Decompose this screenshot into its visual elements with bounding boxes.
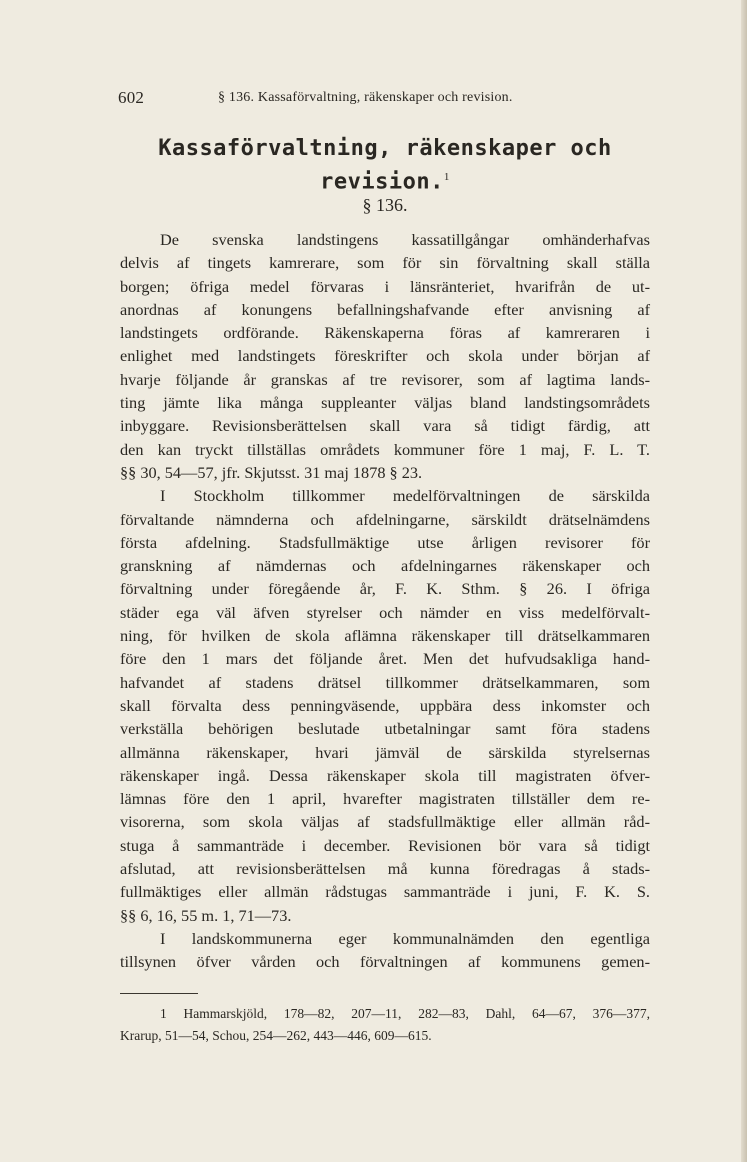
body-line: hvarje följande år granskas af tre revisorer, som af lagtima lands- xyxy=(120,369,650,389)
running-title: § 136. Kassaförvaltning, räkenskaper och revision. xyxy=(218,90,513,105)
chapter-heading-line-1: Kassaförvaltning, räkenskaper och xyxy=(158,136,612,161)
footnote-rule xyxy=(120,993,198,994)
body-line: förvaltande nämnderna och afdelningarne, särskildt drätselnämdens xyxy=(120,509,650,529)
body-line: visorerna, som skola väljas af stadsfullmäktige eller allmän råd- xyxy=(120,812,650,832)
body-line: förvaltning under föregående år, F. K. Sthm. § 26. I öfriga xyxy=(120,579,650,599)
body-line: §§ 30, 54—57, jfr. Skjutsst. 31 maj 1878 § 23. xyxy=(120,462,423,482)
body-line: delvis af tingets kamrerare, som för sin förvaltning skall ställa xyxy=(120,253,650,273)
body-line: granskning af nämdernas och afdelningarnes räkenskaper och xyxy=(120,556,650,576)
chapter-heading-line-2 xyxy=(120,163,650,196)
body-line: enlighet med landstingets föreskrifter och skola under början af xyxy=(120,346,650,366)
body-line: §§ 6, 16, 55 m. 1, 71—73. xyxy=(120,905,292,925)
footnote-line: 1 Hammarskjöld, 178—82, 207—11, 282—83, Dahl, 64—67, 376—377, xyxy=(160,1006,650,1021)
page-edge xyxy=(741,0,747,1162)
body-line: inbyggare. Revisionsberättelsen skall vara så tidigt färdig, att xyxy=(120,416,650,436)
body-line: ning, för hvilken de skola aflämna räkenskaper till drätselkammaren xyxy=(120,626,650,646)
body-line: landstingets ordförande. Räkenskaperna föras af kamreraren i xyxy=(120,323,650,343)
body-text xyxy=(120,228,650,974)
chapter-heading-line-2-text: revision. xyxy=(320,169,444,195)
body-line: skall förvalta dess penningväsende, uppbära dess inkomster och xyxy=(120,695,650,715)
body-line: den kan tryckt tillställas områdets kommuner före 1 maj, F. L. T. xyxy=(120,439,650,459)
body-line: hafvandet af stadens drätsel tillkommer drätselkammaren, som xyxy=(120,672,650,692)
body-line: lämnas före den 1 april, hvarefter magistraten tillställer dem re- xyxy=(120,789,650,809)
body-line: ting jämte lika många suppleanter väljas bland landstingsområdets xyxy=(120,393,650,413)
chapter-heading xyxy=(120,135,650,196)
body-line: städer ega väl äfven styrelser och nämder en viss medelförvalt- xyxy=(120,602,650,622)
body-line: I Stockholm tillkommer medelförvaltningen de särskilda xyxy=(160,486,650,506)
footnotes xyxy=(120,1003,650,1047)
body-line: allmänna räkenskaper, hvari jämväl de särskilda styrelsernas xyxy=(120,742,650,762)
body-line: fullmäktiges eller allmän rådstugas sammanträde i juni, F. K. S. xyxy=(120,882,650,902)
footnote-marker: 1 xyxy=(443,171,450,183)
body-line: första afdelning. Stadsfullmäktige utse årligen revisorer för xyxy=(120,532,650,552)
page-number: 602 xyxy=(118,88,145,107)
body-line: borgen; öfriga medel förvaras i länsränteriet, hvarifrån de ut- xyxy=(120,276,650,296)
body-line: anordnas af konungens befallningshafvande efter anvisning af xyxy=(120,299,650,319)
body-line: tillsynen öfver vården och förvaltningen af kommunens gemen- xyxy=(120,952,650,972)
section-number: § 136. xyxy=(362,195,408,215)
body-line: verkställa behörigen beslutade utbetalningar samt föra stadens xyxy=(120,719,650,739)
body-line: räkenskaper ingå. Dessa räkenskaper skola till magistraten öfver- xyxy=(120,765,650,785)
body-line: stuga å sammanträde i december. Revisionen bör vara så tidigt xyxy=(120,835,650,855)
body-line: I landskommunerna eger kommunalnämden den egentliga xyxy=(160,928,650,948)
body-line: De svenska landstingens kassatillgångar omhänderhafvas xyxy=(160,230,650,249)
body-line: afslutad, att revisionsberättelsen må kunna föredragas å stads- xyxy=(120,859,650,879)
body-line: före den 1 mars det följande året. Men det hufvudsakliga hand- xyxy=(120,649,650,669)
footnote-line: Krarup, 51—54, Schou, 254—262, 443—446, 609—615. xyxy=(120,1028,432,1043)
